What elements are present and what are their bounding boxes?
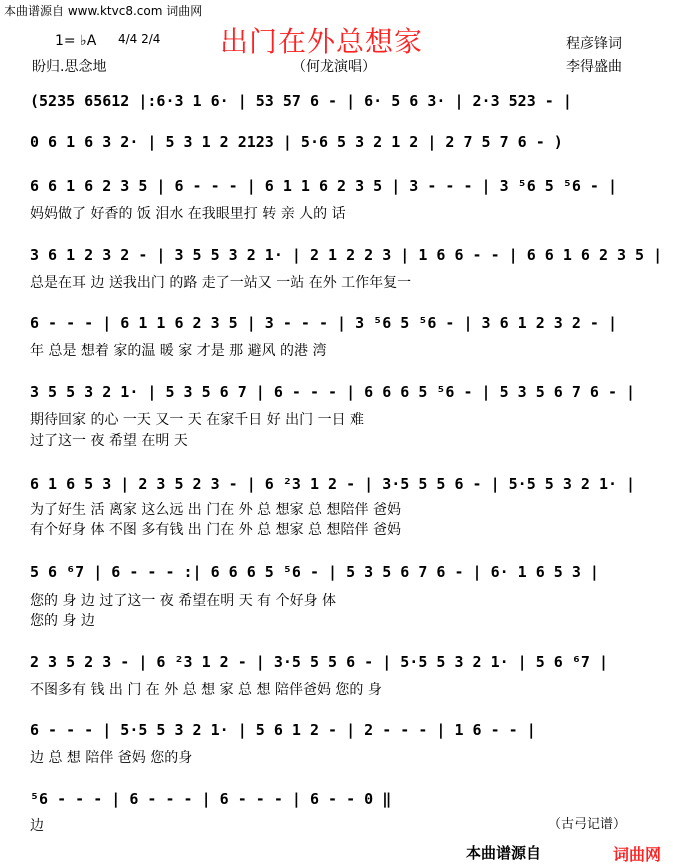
notation-row-5: 6 - - - | 6 1 1 6 2 3 5 | 3 - - - | 3 ⁵6 5 ⁵6 - | 3 6 1 2 3 2 - | — [30, 314, 617, 332]
footer-source-label: 本曲谱源自 — [466, 844, 542, 862]
notation-row-8: 5 6 ⁶7 | 6 - - - :| 6 6 6 5 ⁵6 - | 5 3 5 6 7 6 - | 6· 1 6 5 3 | — [30, 563, 599, 581]
notation-row-1: (5235 65612 |:6·3 1 6· | 53 57 6 - | 6· 5 6 3· | 2·3 523 - | — [30, 92, 572, 110]
lyric-row-11: 边 — [30, 818, 44, 834]
singer-credit: （何龙演唱） — [292, 59, 376, 75]
composer-credit: 李得盛曲 — [566, 59, 622, 75]
time-signature: 4/4 2/4 — [118, 32, 161, 46]
notation-row-3: 6 6 1 6 2 3 5 | 6 - - - | 6 1 1 6 2 3 5 | 3 - - - | 3 ⁵6 5 ⁵6 - | — [30, 177, 617, 195]
notation-row-4: 3 6 1 2 3 2 - | 3 5 5 3 2 1· | 2 1 2 2 3 | 1 6 6 - - | 6 6 1 6 2 3 5 | — [30, 246, 663, 264]
lyric-row-9: 不图多有 钱 出 门 在 外 总 想 家 总 想 陪伴爸妈 您的 身 — [30, 682, 382, 698]
mood-marking: 盼归.思念地 — [32, 59, 107, 75]
song-title: 出门在外总想家 — [220, 25, 424, 58]
notation-row-9: 2 3 5 2 3 - | 6 ²3 1 2 - | 3·5 5 5 6 - | 5·5 5 3 2 1· | 5 6 ⁶7 | — [30, 653, 608, 671]
lyric-row-6-verse2: 过了这一 夜 希望 在明 天 — [30, 433, 188, 449]
key-signature: 1= ♭A — [55, 33, 97, 49]
lyric-row-7: 为了好生 活 离家 这么远 出 门在 外 总 想家 总 想陪伴 爸妈 — [30, 502, 401, 518]
lyric-row-7-verse2: 有个好身 体 不图 多有钱 出 门在 外 总 想家 总 想陪伴 爸妈 — [30, 522, 401, 538]
lyric-row-4: 总是在耳 边 送我出门 的路 走了一站又 一站 在外 工作年复一 — [30, 275, 412, 291]
notation-row-7: 6 1 6 5 3 | 2 3 5 2 3 - | 6 ²3 1 2 - | 3·5 5 5 6 - | 5·5 5 3 2 1· | — [30, 475, 636, 493]
site-header: 本曲谱源自 www.ktvc8.com 词曲网 — [4, 4, 203, 18]
lyric-row-8-verse2: 您的 身 边 — [30, 613, 95, 629]
footer-site-logo: 词曲网 — [613, 845, 662, 864]
lyric-row-3: 妈妈做了 好香的 饭 泪水 在我眼里打 转 亲 人的 话 — [30, 206, 346, 222]
lyric-row-8: 您的 身 边 过了这一 夜 希望在明 天 有 个好身 体 — [30, 593, 337, 609]
lyricist-credit: 程彦锋词 — [566, 36, 622, 52]
lyric-row-5: 年 总是 想着 家的温 暖 家 才是 那 避风 的港 湾 — [30, 343, 327, 359]
recorder-credit: （古弓记谱） — [548, 817, 627, 832]
lyric-row-10: 边 总 想 陪伴 爸妈 您的身 — [30, 750, 193, 766]
notation-row-6: 3 5 5 3 2 1· | 5 3 5 6 7 | 6 - - - | 6 6 6 5 ⁵6 - | 5 3 5 6 7 6 - | — [30, 383, 636, 401]
notation-row-11: ⁵6 - - - | 6 - - - | 6 - - - | 6 - - 0 ‖ — [30, 790, 392, 808]
notation-row-2: 0 6 1 6 3 2· | 5 3 1 2 2123 | 5·6 5 3 2 1 2 | 2 7 5 7 6 - ) — [30, 133, 563, 151]
lyric-row-6: 期待回家 的心 一天 又一 天 在家千日 好 出门 一日 难 — [30, 412, 365, 428]
notation-row-10: 6 - - - | 5·5 5 3 2 1· | 5 6 1 2 - | 2 - - - | 1 6 - - | — [30, 721, 536, 739]
